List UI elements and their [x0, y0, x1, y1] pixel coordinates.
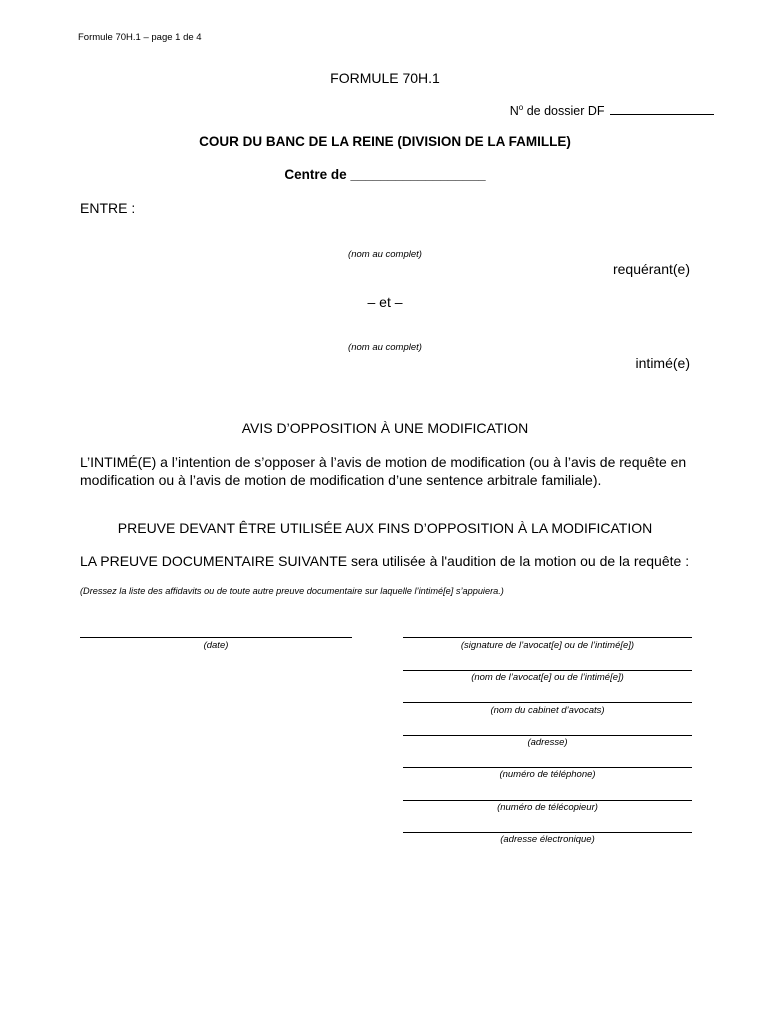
lawyer-name-label: (nom de l’avocat[e] ou de l’intimé[e]): [471, 672, 624, 683]
court-name: COUR DU BANC DE LA REINE (DIVISION DE LA FAMILLE): [199, 134, 571, 149]
file-number: [510, 103, 714, 118]
page-header: Formule 70H.1 – page 1 de 4: [78, 32, 202, 43]
evidence-instruction: (Dressez la liste des affidavits ou de toute autre preuve documentaire sur laquelle l’intimé[e] s’appuiera.): [80, 586, 504, 596]
notice-paragraph: L’INTIMÉ(E) a l’intention de s’opposer à l’avis de motion de modification (ou à l’avis de requête en modification ou à l’avis de motion de modification d’une sentence arbitrale familiale).: [80, 454, 687, 488]
firm-name-line[interactable]: [403, 702, 692, 703]
firm-name-label: (nom du cabinet d’avocats): [490, 705, 605, 716]
evidence-title: PREUVE DEVANT ÊTRE UTILISÉE AUX FINS D’OPPOSITION À LA MODIFICATION: [117, 520, 653, 536]
centre-blank[interactable]: __________________: [350, 167, 486, 182]
file-number-superscript: o: [518, 103, 524, 112]
respondent-role: intimé(e): [635, 355, 690, 371]
form-title: FORMULE 70H.1: [330, 70, 440, 86]
phone-label: (numéro de téléphone): [499, 769, 596, 780]
between-label: ENTRE :: [80, 200, 136, 216]
applicant-role: requérant(e): [612, 261, 690, 277]
centre-label: Centre de: [284, 167, 347, 182]
date-line[interactable]: [80, 637, 352, 638]
lawyer-name-line[interactable]: [403, 670, 692, 671]
email-label: (adresse électronique): [500, 834, 595, 845]
respondent-name-hint: (nom au complet): [348, 342, 422, 353]
file-number-label: N: [509, 104, 519, 119]
fax-line[interactable]: [403, 800, 692, 801]
documentary-evidence: LA PREUVE DOCUMENTAIRE SUIVANTE sera utilisée à l'audition de la motion ou de la requête :: [80, 553, 690, 569]
fax-label: (numéro de télécopieur): [497, 802, 598, 813]
signature-line[interactable]: [403, 637, 692, 638]
signature-label: (signature de l’avocat[e] ou de l’intimé[e]): [460, 640, 635, 651]
file-number-label-rest: de dossier DF: [523, 104, 605, 119]
address-label: (adresse): [527, 737, 568, 748]
phone-line[interactable]: [403, 767, 692, 768]
party-separator: – et –: [367, 294, 403, 310]
applicant-name-hint: (nom au complet): [348, 249, 422, 260]
notice-title: AVIS D’OPPOSITION À UNE MODIFICATION: [241, 420, 529, 436]
email-line[interactable]: [403, 832, 692, 833]
address-line[interactable]: [403, 735, 692, 736]
date-label: (date): [203, 640, 229, 651]
file-number-blank[interactable]: [610, 114, 714, 115]
centre-line: [0, 167, 770, 182]
